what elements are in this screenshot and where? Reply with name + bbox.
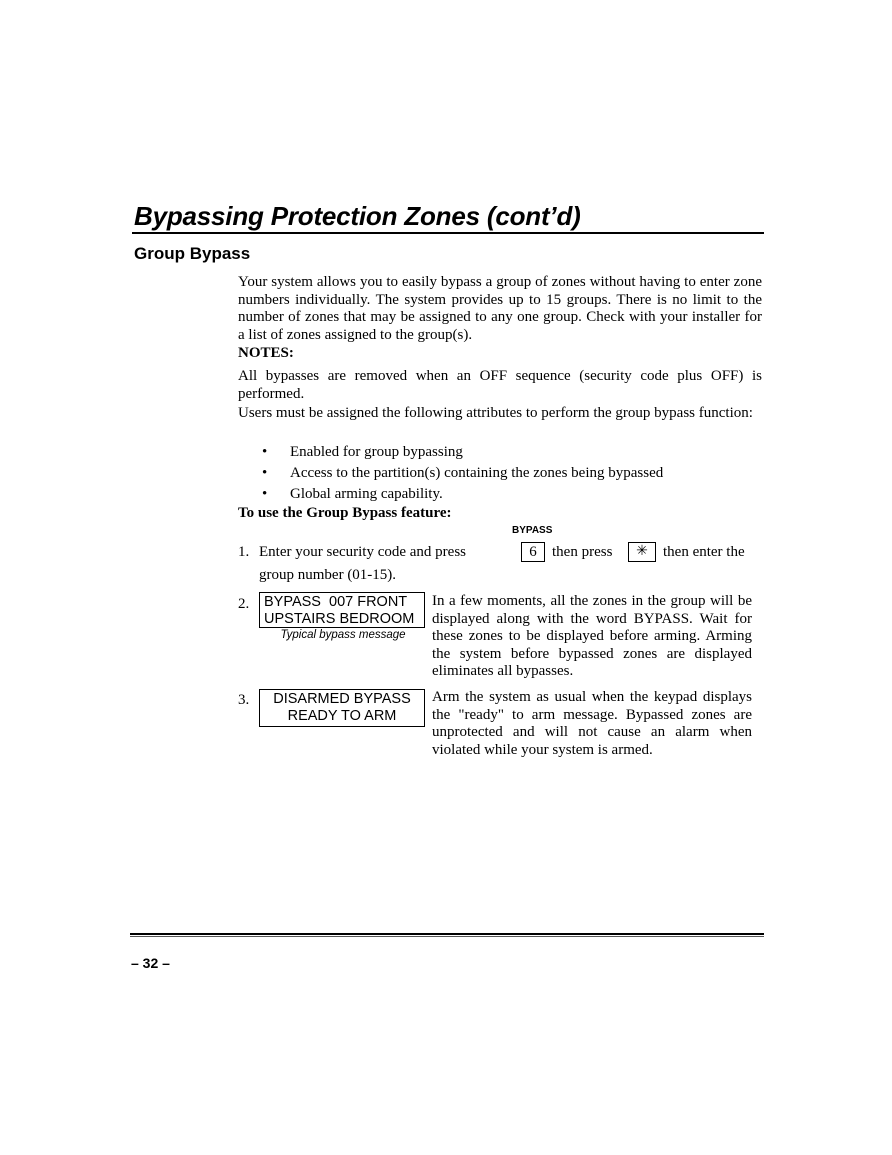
page-number: – 32 – bbox=[131, 955, 170, 971]
display-line: BYPASS 007 FRONT bbox=[264, 594, 408, 610]
step-number: 1. bbox=[238, 544, 250, 560]
bullet-icon: • bbox=[262, 465, 268, 481]
step-text: group number (01-15). bbox=[259, 567, 397, 583]
step-number: 3. bbox=[238, 692, 250, 708]
list-item bbox=[262, 463, 663, 484]
list-item-text: Access to the partition(s) containing the zones being bypassed bbox=[290, 465, 664, 481]
howto-heading: To use the Group Bypass feature: bbox=[238, 505, 452, 521]
bullet-icon: • bbox=[262, 486, 268, 502]
list-item-text: Global arming capability. bbox=[290, 486, 443, 502]
display-line: UPSTAIRS BEDROOM bbox=[264, 611, 415, 627]
step-text: then enter the bbox=[663, 544, 745, 560]
bullet-icon: • bbox=[262, 444, 268, 460]
title-rule bbox=[132, 232, 764, 234]
note-paragraph: All bypasses are removed when an OFF sequence (security code plus OFF) is performed. bbox=[238, 368, 762, 402]
display-line: DISARMED BYPASS bbox=[273, 691, 411, 707]
step-description: Arm the system as usual when the keypad displays the "ready" to arm message. Bypassed zones are unprotected and will not cause an alarm when violated while your system is armed. bbox=[432, 689, 752, 758]
page-title: Bypassing Protection Zones (cont’d) bbox=[134, 201, 581, 231]
step-description: In a few moments, all the zones in the group will be displayed along with the word BYPASS. Wait for these zones to be displayed before arming. Arming the system before bypassed zones are displayed eliminates all bypasses. bbox=[432, 593, 752, 680]
key-star-icon: ✳ bbox=[628, 542, 656, 562]
step-text: then press bbox=[552, 544, 613, 560]
list-item-text: Enabled for group bypassing bbox=[290, 444, 463, 460]
note-paragraph: Users must be assigned the following attributes to perform the group bypass function: bbox=[238, 405, 753, 421]
step-text: Enter your security code and press bbox=[259, 544, 467, 560]
section-heading: Group Bypass bbox=[134, 244, 251, 263]
display-line: READY TO ARM bbox=[287, 708, 397, 724]
notes-label: NOTES: bbox=[238, 345, 294, 361]
bypass-key-label: BYPASS bbox=[512, 525, 553, 536]
attribute-list bbox=[262, 442, 663, 505]
footer-rule bbox=[130, 933, 764, 935]
keypad-display bbox=[259, 689, 425, 727]
intro-paragraph: Your system allows you to easily bypass a group of zones without having to enter zone numbers individually. The system provides up to 15 groups. There is no limit to the number of zones that may be assigned to any one group. Check with your installer for a list of zones assigned to the group(s). bbox=[238, 274, 762, 343]
footer-rule bbox=[130, 936, 764, 937]
key-6-icon: 6 bbox=[521, 542, 545, 562]
list-item bbox=[262, 442, 663, 463]
step-number: 2. bbox=[238, 596, 250, 612]
keypad-display bbox=[259, 592, 425, 628]
list-item bbox=[262, 484, 663, 505]
display-caption: Typical bypass message bbox=[280, 629, 406, 641]
